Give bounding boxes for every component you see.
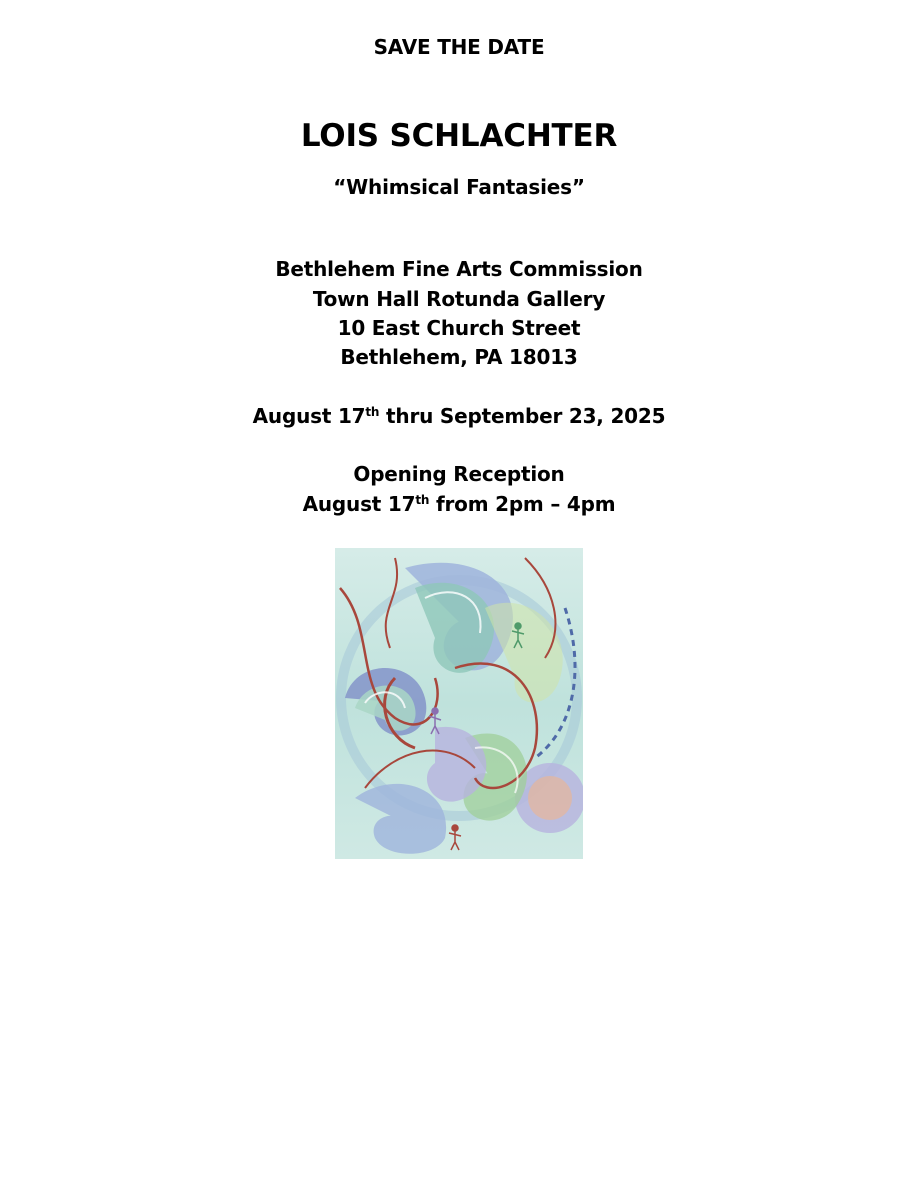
- exhibition-dates: [0, 404, 918, 428]
- venue-gallery: Town Hall Rotunda Gallery: [312, 287, 606, 311]
- venue-city: Bethlehem, PA 18013: [340, 345, 578, 369]
- start-date: August 17: [252, 404, 366, 428]
- reception-date: August 17: [302, 492, 416, 516]
- reception-date-ordinal: th: [415, 493, 430, 507]
- reception-time: from 2pm – 4pm: [429, 492, 616, 516]
- venue-street: 10 East Church Street: [337, 316, 581, 340]
- artist-name: LOIS SCHLACHTER: [300, 118, 618, 154]
- date-range-end: thru September 23, 2025: [379, 404, 666, 428]
- venue-organization: Bethlehem Fine Arts Commission: [275, 257, 643, 281]
- reception-date-time: [0, 492, 918, 516]
- swirl-painting: [335, 548, 583, 859]
- save-the-date-heading: SAVE THE DATE: [373, 35, 545, 59]
- exhibition-title: “Whimsical Fantasies”: [333, 175, 585, 199]
- start-date-ordinal: th: [365, 405, 380, 419]
- reception-label: Opening Reception: [353, 462, 565, 486]
- artwork-image: [335, 548, 583, 859]
